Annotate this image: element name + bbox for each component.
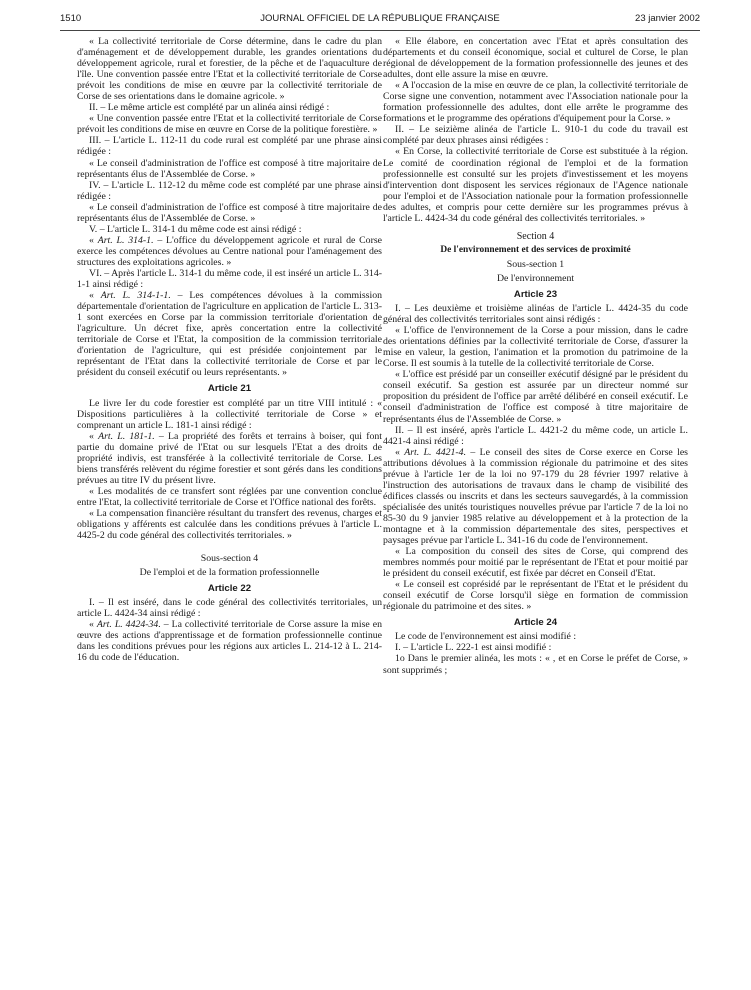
paragraph: II. – Le même article est complété par un alinéa ainsi rédigé : — [89, 102, 330, 114]
paragraph: « La compensation financière résultant du transfert des revenus, charges et obligations y afférents est calculée dans les conditions prévues à l'article L. 4425-2 du code général des collectivités territoriales. » — [77, 507, 382, 542]
subsection-number: Sous-section 1 — [506, 258, 565, 270]
paragraph: « Art. L. 314-1-1. – Les compétences dévolues à la commission départementale d'orientation de l'agriculture en application de l'article L. 313-1 sont exercées en Corse par la commission territoriale d'orientation de l'agriculture. Un décret fixe, après concertation entre la collectivité territoriale de Corse et l'Etat, la composition de la commission territoriale d'orientation de l'agriculture, qui est présidée conjointement par le représentant de l'Etat dans la collectivité territoriale de Corse et par le président du conseil exécutif ou leurs représentants. » — [77, 290, 382, 379]
subsection-number: Sous-section 4 — [200, 553, 259, 565]
paragraph: « Une convention passée entre l'Etat et la collectivité territoriale de Corse prévoit les conditions de mise en œuvre en Corse de la politique forestière. » — [77, 113, 382, 136]
paragraph: « L'office de l'environnement de la Corse a pour mission, dans le cadre des orientations définies par la collectivité territoriale de Corse, d'assurer la mise en valeur, la gestion, l'animation et la promotion du patrimoine de la Corse. Il est soumis à la tutelle de la collectivité territoriale de Corse. — [383, 325, 688, 370]
right-column — [383, 36, 688, 676]
paragraph: I. – Les deuxième et troisième alinéas de l'article L. 4424-35 du code général des collectivités territoriales sont ainsi rédigés : — [383, 303, 688, 326]
paragraph: « Le conseil d'administration de l'office est composé à titre majoritaire de représentants élus de l'Assemblée de Corse. » — [77, 157, 382, 180]
paragraph: I. – L'article L. 222-1 est ainsi modifié : — [395, 642, 552, 654]
paragraph: « Art. L. 4421-4. – Le conseil des sites de Corse exerce en Corse les attributions dévolues à la commission régionale du patrimoine et des sites prévue à l'article 1er de la loi no 97-179 du 28 février 1997 relative à l'instruction des autorisations de travaux dans le champ de visibilité des édifices classés ou inscrits et dans les secteurs sauvegardés, à la commission spécialisée des unités touristiques nouvelles prévue par l'article 7 de la loi no 85-30 du 9 janvier 1985 relative au développement et à la protection de la montagne et à la commission départementale des sites, perspectives et paysages prévue par l'article L. 341-16 du code de l'environnement. — [383, 446, 688, 547]
article-heading: Article 21 — [207, 383, 252, 395]
paragraph: III. – L'article L. 112-11 du code rural est complété par une phrase ainsi rédigée : — [77, 135, 382, 158]
paragraph: « La collectivité territoriale de Corse détermine, dans le cadre du plan d'aménagement et de développement durable, les grandes orientations du développement agricole, rural et forestier, de la pêche et de l'aquaculture de l'île. Une convention passée entre l'Etat et la collectivité territoriale de Corse prévoit les conditions de mise en œuvre par la collectivité territoriale de Corse de ses orientations dans le domaine agricole. » — [77, 36, 382, 103]
article-reference: Art. L. 314-1. — [97, 234, 154, 246]
paragraph: II. – Il est inséré, après l'article L. 4421-2 du même code, un article L. 4421-4 ainsi rédigé : — [383, 424, 688, 447]
paragraph: « A l'occasion de la mise en œuvre de ce plan, la collectivité territoriale de Corse signe une convention, notamment avec l'Association nationale pour la formation professionnelle des adultes, dont elle arrête le programme des formations et le programme des opérations d'équipement pour la Corse. » — [383, 80, 688, 125]
article-heading: Article 24 — [513, 617, 558, 629]
paragraph: 1o Dans le premier alinéa, les mots : « , et en Corse le préfet de Corse, » sont supprimés ; — [383, 653, 688, 676]
paragraph: « Les modalités de ce transfert sont réglées par une convention conclue entre l'Etat, la collectivité territoriale de Corse et l'Office national des forêts. — [77, 485, 382, 508]
paragraph: II. – Le seizième alinéa de l'article L. 910-1 du code du travail est complété par deux phrases ainsi rédigées : — [383, 124, 688, 147]
article-heading: Article 22 — [207, 583, 252, 595]
paragraph: « Art. L. 4424-34. – La collectivité territoriale de Corse assure la mise en œuvre des actions d'apprentissage et de formation professionnelle continue dans les conditions prévues pour les régions aux articles L. 214-12 à L. 214-16 du code de l'éducation. — [77, 619, 382, 664]
publication-date: 23 janvier 2002 — [635, 13, 700, 24]
left-column — [77, 36, 382, 664]
paragraph: VI. – Après l'article L. 314-1 du même code, il est inséré un article L. 314-1-1 ainsi rédigé : — [77, 267, 382, 291]
paragraph: « L'office est présidé par un conseiller exécutif désigné par le président du conseil exécutif. Sa gestion est assurée par un directeur nommé sur proposition du président de l'office par arrêté délibéré en conseil exécutif. Le conseil d'administration de l'office est composé à titre majoritaire de représentants élus de l'Assemblée de Corse. » — [383, 369, 688, 425]
paragraph: « Elle élabore, en concertation avec l'Etat et après consultation des départements et du conseil économique, social et culturel de Corse, le plan régional de développement de la formation professionnelle des jeunes et des adultes, dont elle assure la mise en œuvre. — [383, 36, 688, 81]
paragraph: « Le conseil est coprésidé par le représentant de l'Etat et le président du conseil exécutif de Corse lorsqu'il siège en formation de commission régionale du patrimoine et des sites. » — [383, 579, 688, 613]
page-header — [60, 13, 700, 27]
paragraph: « Le conseil d'administration de l'office est composé à titre majoritaire de représentants élus de l'Assemblée de Corse. » — [77, 201, 382, 224]
journal-title: JOURNAL OFFICIEL DE LA RÉPUBLIQUE FRANÇAISE — [260, 13, 500, 24]
paragraph: « En Corse, la collectivité territoriale de Corse est substituée à la région. Le comité de coordination régional de l'emploi et de la formation professionnelle est consulté sur les projets d'investissement et les moyens d'intervention dont disposent les services régionaux de l'Agence nationale pour l'emploi et de l'Association nationale pour la formation professionnelle des adultes, et compris pour cette dernière sur les programmes prévus à l'article L. 4424-34 du code général des collectivités territoriales. » — [383, 146, 688, 224]
article-reference: Art. L. 314-1-1. — [100, 290, 171, 302]
paragraph: V. – L'article L. 314-1 du même code est ainsi rédigé : — [89, 223, 302, 235]
header-rule — [60, 30, 700, 31]
article-reference: Art. L. 4424-34. — [96, 619, 161, 631]
article-reference: Art. L. 181-1. — [98, 430, 155, 442]
article-heading: Article 23 — [513, 288, 558, 300]
section-number: Section 4 — [516, 230, 555, 242]
section-title: De l'environnement et des services de proximité — [440, 244, 631, 255]
subsection-title: De l'emploi et de la formation professionnelle — [139, 567, 320, 579]
paragraph: Le code de l'environnement est ainsi modifié : — [395, 631, 577, 643]
paragraph: « Art. L. 314-1. – L'office du développement agricole et rural de Corse exerce les compétences dévolues au Centre national pour l'aménagement des structures des exploitations agricoles. » — [77, 234, 382, 268]
page-number: 1510 — [60, 13, 82, 24]
paragraph: Le livre Ier du code forestier est complété par un titre VIII intitulé : « Dispositions particulières à la collectivité territoriale de Corse » et comprenant un article L. 181-1 ainsi rédigé : — [77, 397, 382, 431]
subsection-title: De l'environnement — [496, 272, 575, 284]
article-reference: Art. L. 4421-4. — [404, 446, 467, 458]
paragraph: « La composition du conseil des sites de Corse, qui comprend des membres nommés pour moitié par le représentant de l'Etat et pour moitié par le président du conseil exécutif, est fixée par décret en Conseil d'Etat. — [383, 546, 688, 580]
paragraph: IV. – L'article L. 112-12 du même code est complété par une phrase ainsi rédigée : — [77, 179, 382, 202]
paragraph: « Art. L. 181-1. – La propriété des forêts et terrains à boiser, qui font partie du domaine privé de l'Etat ou sur lesquels l'Etat a des droits de propriété indivis, est transférée à la collectivité territoriale de Corse. Les biens transférés relèvent du régime forestier et sont gérés dans les conditions prévues au titre IV du présent livre. — [77, 430, 382, 486]
paragraph: I. – Il est inséré, dans le code général des collectivités territoriales, un article L. 4424-34 ainsi rédigé : — [77, 597, 382, 620]
